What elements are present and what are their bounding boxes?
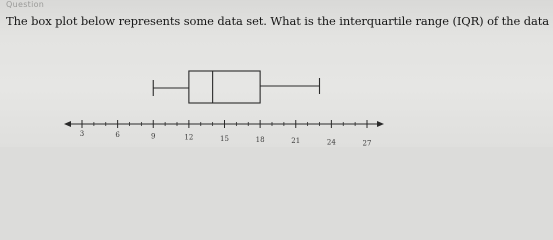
axis-tick-label: 24 bbox=[326, 138, 336, 147]
axis-tick-label: 21 bbox=[291, 137, 301, 146]
axis-tick-label: 15 bbox=[220, 134, 229, 143]
axis-tick-label: 27 bbox=[362, 139, 372, 147]
axis-arrow-right bbox=[377, 121, 384, 127]
box-plot bbox=[153, 71, 319, 103]
axis-tick-label: 6 bbox=[115, 131, 120, 140]
iqr-box bbox=[189, 71, 260, 103]
axis-tick-label: 18 bbox=[255, 136, 265, 144]
axis-arrow-left bbox=[64, 121, 71, 127]
axis-tick-label: 3 bbox=[79, 130, 85, 138]
question-header-label: Question bbox=[6, 0, 45, 9]
question-text: The box plot below represents some data set. What is the interquartile range (IQR) of the data bbox=[6, 14, 550, 28]
number-line-axis bbox=[64, 120, 384, 147]
axis-tick-label: 9 bbox=[151, 132, 156, 141]
axis-tick-label: 12 bbox=[184, 133, 194, 142]
